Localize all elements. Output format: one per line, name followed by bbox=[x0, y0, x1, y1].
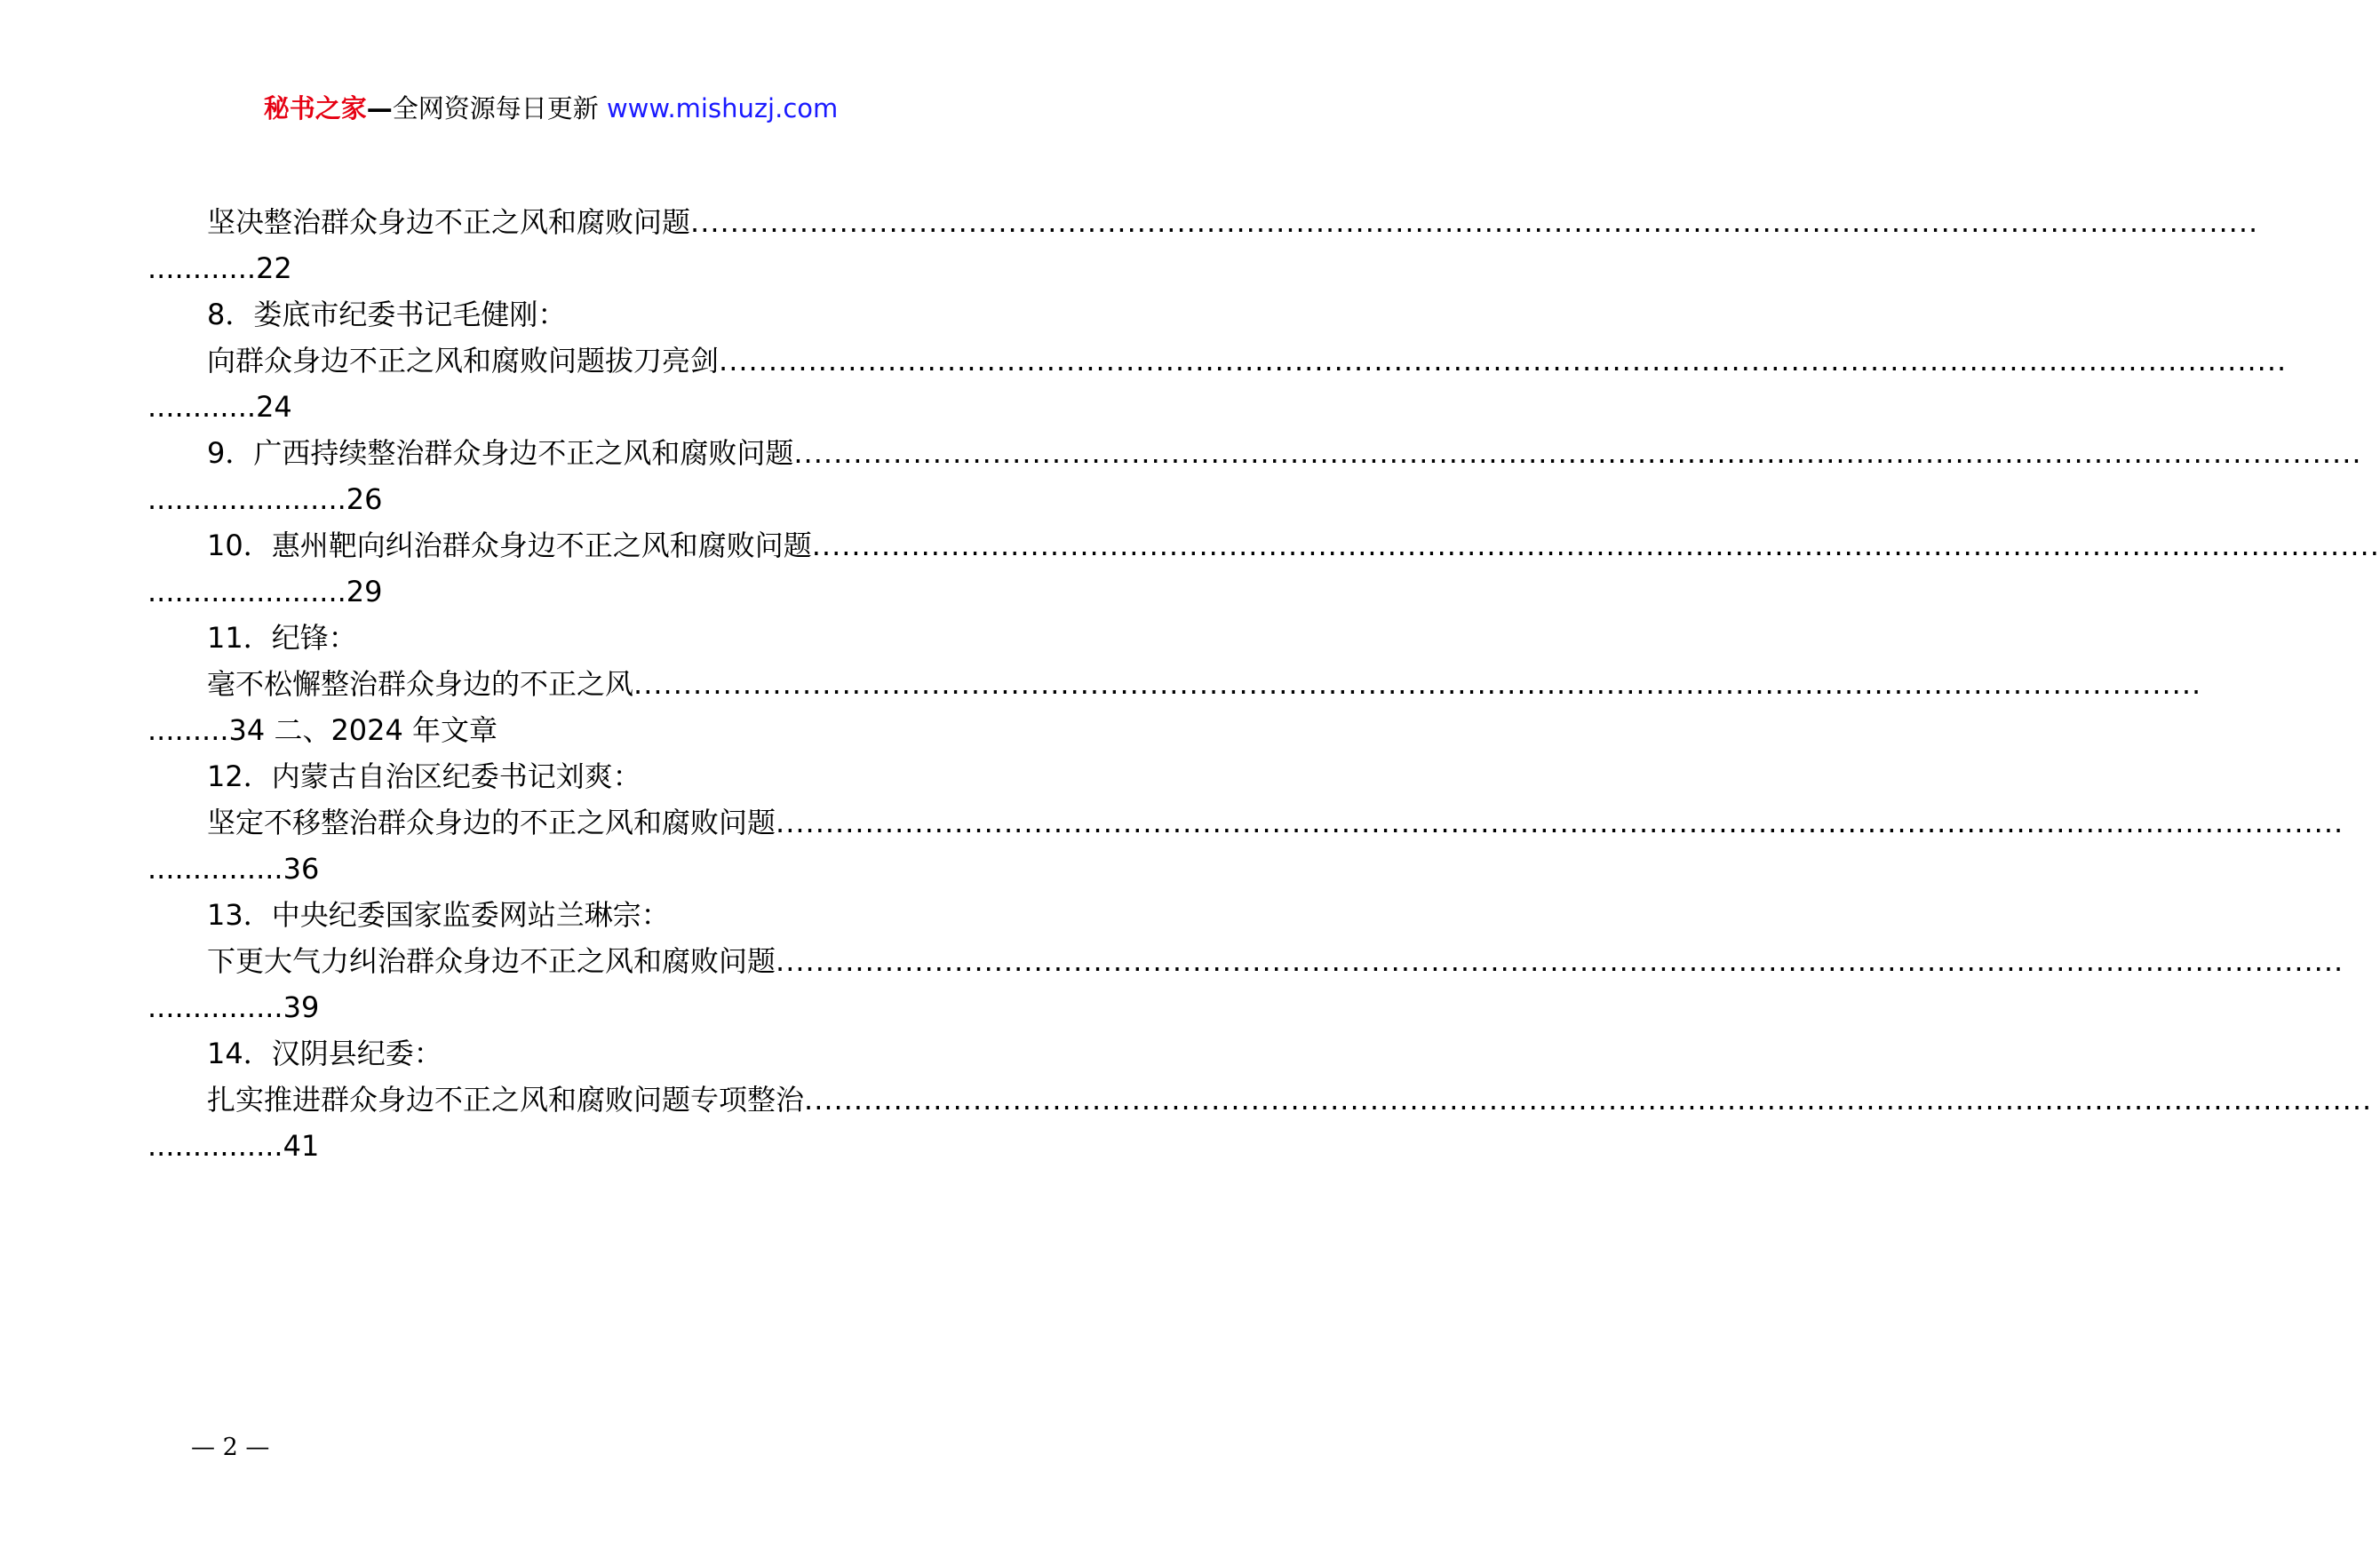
toc-entry-heading bbox=[207, 292, 964, 337]
toc-leader-dots: ............... bbox=[147, 852, 283, 886]
toc-entry-text: 11．纪锋： bbox=[207, 621, 357, 655]
toc-entry-text: 10．惠州靶向纠治群众身边不正之风和腐败问题 bbox=[207, 529, 812, 562]
toc-page-number: 26 bbox=[346, 482, 383, 516]
toc-leader-dots: .............................................................................................................................................................. bbox=[811, 529, 2380, 562]
toc-page-number: 22 bbox=[256, 251, 292, 285]
toc-entry-text: 坚定不移整治群众身边的不正之风和腐败问题 bbox=[207, 806, 776, 839]
toc-leader-dots: ............ bbox=[147, 251, 257, 285]
toc-entry-title[interactable] bbox=[207, 431, 2362, 475]
toc-entry-heading bbox=[207, 754, 964, 799]
toc-leader-dots: ............... bbox=[147, 990, 283, 1024]
toc-page-number: 36 bbox=[283, 852, 320, 886]
toc-entry-text: 12．内蒙古自治区纪委书记刘爽： bbox=[207, 759, 641, 793]
toc-leader-dots: .............................................................................................................................................................. bbox=[719, 344, 2288, 378]
toc-page-number-line[interactable] bbox=[147, 708, 964, 752]
toc-leader-dots: .............................................................................................................................................................. bbox=[776, 806, 2344, 839]
toc-page-number: 29 bbox=[346, 575, 383, 608]
toc-entry-text: 9．广西持续整治群众身边不正之风和腐败问题 bbox=[207, 436, 794, 470]
toc-page-number-line[interactable] bbox=[147, 985, 964, 1029]
toc-page-number-line[interactable] bbox=[147, 477, 964, 521]
page-number-footer: — 2 — bbox=[191, 1434, 270, 1461]
toc-page-number-line[interactable] bbox=[147, 246, 964, 290]
header-dash: — bbox=[366, 93, 393, 123]
toc-page-number: 24 bbox=[256, 390, 292, 424]
toc-entry-heading bbox=[207, 1031, 964, 1076]
toc-entry-text: 毫不松懈整治群众身边的不正之风 bbox=[207, 667, 634, 701]
toc-leader-dots: ............... bbox=[147, 1129, 283, 1163]
site-brand: 秘书之家 bbox=[263, 93, 367, 123]
toc-entry-heading bbox=[207, 616, 964, 660]
toc-leader-dots: .............................................................................................................................................................. bbox=[793, 436, 2362, 470]
toc-entry-text: 下更大气力纠治群众身边不正之风和腐败问题 bbox=[207, 944, 776, 978]
toc-entry-title[interactable] bbox=[207, 200, 2259, 244]
toc-entry-text: 14．汉阴县纪委： bbox=[207, 1037, 442, 1070]
toc-page-number: 39 bbox=[283, 990, 320, 1024]
toc-page-number-line[interactable] bbox=[147, 385, 964, 429]
toc-leader-dots: ............ bbox=[147, 390, 257, 424]
toc-entry-text: 8．娄底市纪委书记毛健刚： bbox=[207, 298, 567, 331]
toc-leader-dots: .............................................................................................................................................................. bbox=[776, 944, 2344, 978]
toc-page-number-line[interactable] bbox=[147, 847, 964, 891]
toc-page-number: 34 二、2024 年文章 bbox=[228, 713, 498, 747]
site-slogan: 全网资源每日更新 bbox=[392, 93, 599, 123]
toc-page-number-line[interactable] bbox=[147, 1124, 964, 1168]
toc-leader-dots: .............................................................................................................................................................. bbox=[690, 205, 2259, 239]
toc-page-number: 41 bbox=[283, 1129, 320, 1163]
toc-entry-text: 向群众身边不正之风和腐败问题拔刀亮剑 bbox=[207, 344, 720, 378]
toc-leader-dots: .............................................................................................................................................................. bbox=[804, 1083, 2373, 1117]
toc-entry-title[interactable] bbox=[207, 338, 2288, 383]
toc-leader-dots: ...................... bbox=[147, 482, 346, 516]
site-url-link[interactable]: www.mishuzj.com bbox=[606, 93, 839, 123]
toc-leader-dots: .............................................................................................................................................................. bbox=[633, 667, 2202, 701]
toc-entry-title[interactable] bbox=[207, 1077, 2373, 1122]
toc-entry-text: 13．中央纪委国家监委网站兰琳宗： bbox=[207, 898, 670, 932]
toc-entry-text: 扎实推进群众身边不正之风和腐败问题专项整治 bbox=[207, 1083, 805, 1117]
toc-entry-title[interactable] bbox=[207, 523, 2380, 568]
toc-leader-dots: ...................... bbox=[147, 575, 346, 608]
site-header bbox=[0, 89, 1102, 128]
toc-entry-heading bbox=[207, 893, 964, 937]
toc-entry-text: 坚决整治群众身边不正之风和腐败问题 bbox=[207, 205, 691, 239]
toc-leader-dots: ......... bbox=[147, 713, 229, 747]
toc-page-number-line[interactable] bbox=[147, 569, 964, 614]
toc-entry-title[interactable] bbox=[207, 662, 2202, 706]
toc-entry-title[interactable] bbox=[207, 939, 2344, 983]
toc-entry-title[interactable] bbox=[207, 800, 2344, 845]
